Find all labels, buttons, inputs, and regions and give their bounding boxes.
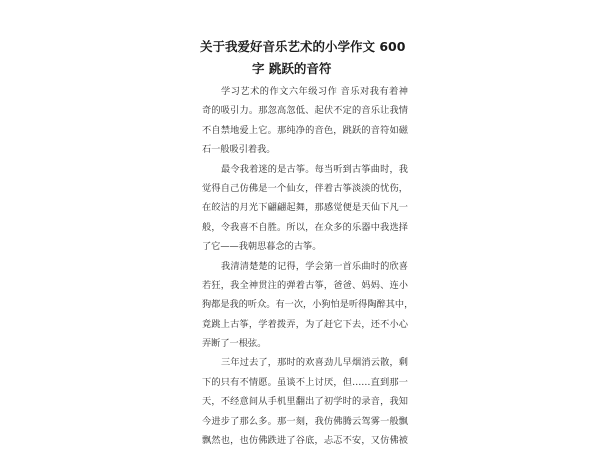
- text-line: 三年过去了，那时的欢喜劲儿早烟消云散，剩: [221, 357, 408, 369]
- text-line: 了它——我朝思暮念的古筝。: [202, 241, 322, 253]
- text-line: 天，不经意间从手机里翻出了初学时的录音，我知: [202, 396, 408, 408]
- text-line: 在皎洁的月光下翩翩起舞，那感觉便是天仙下凡一: [202, 202, 408, 214]
- text-line: 竟跳上古筝，学着拨弄，为了赶它下去，还不小心: [202, 318, 408, 330]
- text-line: 弄断了一根弦。: [202, 338, 267, 350]
- text-line: 今进步了那么多。那一刻，我仿佛腾云驾雾一般飘: [202, 415, 408, 427]
- text-line: 飘然也，也仿佛跌进了谷底，忐忑不安，又仿佛被: [202, 435, 408, 447]
- text-line: 最令我着迷的是古筝。每当听到古筝曲时，我: [221, 163, 408, 175]
- text-line: 觉得自己仿佛是一个仙女，伴着古筝淡淡的忧伤，: [202, 182, 408, 194]
- document-title: [200, 36, 410, 80]
- text-line: 般，令我喜不自胜。所以，在众多的乐器中我选择: [202, 221, 408, 233]
- essay-body: [202, 82, 414, 450]
- text-line: 石一般吸引着我。: [202, 144, 276, 156]
- text-line: 我清清楚楚的记得，学会第一首乐曲时的欣喜: [221, 260, 408, 272]
- title-line-2: 字 跳跃的音符: [252, 61, 332, 76]
- text-line: 奇的吸引力。那忽高忽低、起伏不定的音乐让我情: [202, 105, 408, 117]
- text-line: 若狂，我全神贯注的弹着古筝，爸爸、妈妈、连小: [202, 279, 408, 291]
- text-line: 不自禁地爱上它。那纯净的音色，跳跃的音符如磁: [202, 124, 408, 136]
- title-line-1: 关于我爱好音乐艺术的小学作文 600: [200, 39, 406, 54]
- text-line: 学习艺术的作文六年级习作 音乐对我有着神: [221, 86, 408, 97]
- text-line: 狗都是我的听众。有一次，小狗怕是听得陶醉其中，: [202, 299, 414, 311]
- text-line: 下的只有不情愿。虽谈不上讨厌，但……直到那一: [202, 376, 408, 388]
